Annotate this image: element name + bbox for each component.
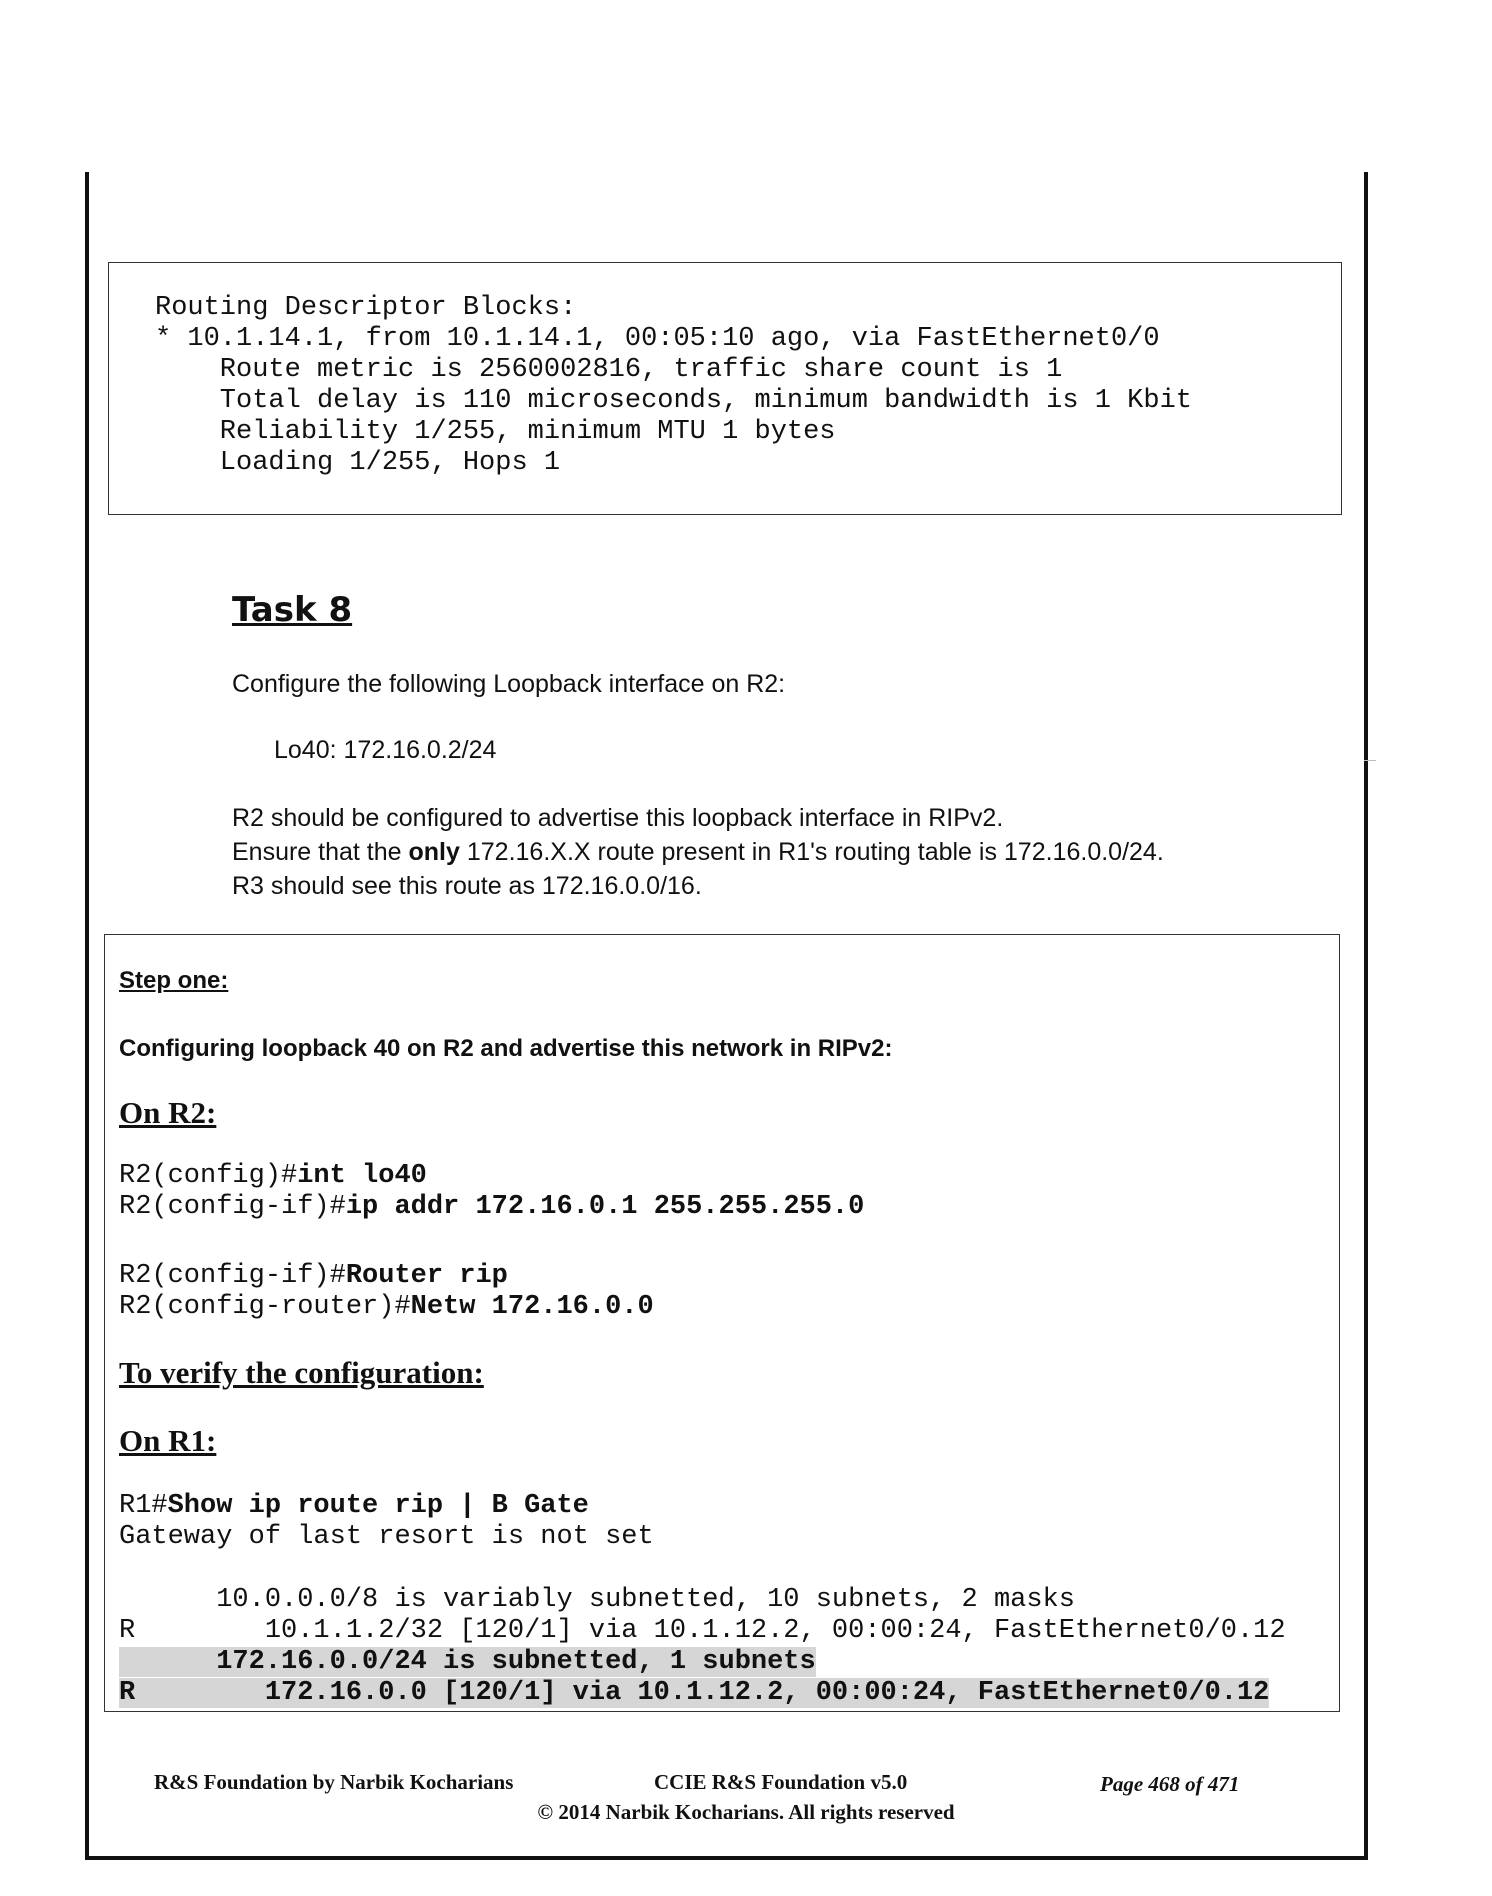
task-instruction: Configure the following Loopback interface on R2: [232, 670, 786, 698]
route-table-output [119, 1585, 1286, 1709]
task-requirement-only-route [232, 838, 1164, 867]
cli-command: Show ip route rip | B Gate [167, 1491, 589, 1521]
output-line: * 10.1.14.1, from 10.1.14.1, 00:05:10 ago, via FastEthernet0/0 [155, 324, 1160, 354]
route-line-highlighted [119, 1647, 1286, 1678]
output-line: Total delay is 110 microseconds, minimum bandwidth is 1 Kbit [155, 386, 1192, 416]
r2-rip-commands [119, 1261, 654, 1323]
cli-prompt: R2(config-if)# [119, 1261, 346, 1291]
requirement-text: Ensure that the [232, 838, 409, 866]
task-requirement-advertise: R2 should be configured to advertise this loopback interface in RIPv2. [232, 804, 1004, 832]
requirement-text: 172.16.X.X route present in R1's routing table is 172.16.0.0/24. [459, 838, 1164, 866]
cli-command: Router rip [345, 1261, 508, 1291]
heading-on-r1: On R1: [119, 1423, 217, 1458]
solution-box [104, 934, 1340, 1712]
r2-config-commands [119, 1161, 864, 1223]
command-line [119, 1261, 654, 1292]
highlighted-route-text: 172.16.0.0/24 is subnetted, 1 subnets [119, 1647, 816, 1677]
command-line [119, 1192, 864, 1223]
margin-tick [1364, 760, 1376, 761]
loopback-spec: Lo40: 172.16.0.2/24 [274, 736, 497, 764]
footer-copyright: © 2014 Narbik Kocharians. All rights reserved [537, 1800, 955, 1824]
route-line-highlighted [119, 1678, 1286, 1709]
highlighted-route-text: R 172.16.0.0 [120/1] via 10.1.12.2, 00:00:24, FastEthernet0/0.12 [119, 1678, 1270, 1708]
footer-author: R&S Foundation by Narbik Kocharians [154, 1770, 514, 1794]
route-line: 10.0.0.0/8 is variably subnetted, 10 subnets, 2 masks [119, 1585, 1075, 1615]
route-line: R 10.1.1.2/32 [120/1] via 10.1.12.2, 00:00:24, FastEthernet0/0.12 [119, 1616, 1286, 1646]
heading-on-r2: On R2: [119, 1095, 217, 1130]
task-title: Task 8 [232, 590, 353, 630]
step-description: Configuring loopback 40 on R2 and advertise this network in RIPv2: [119, 1035, 893, 1062]
r1-show-command [119, 1491, 654, 1553]
cli-prompt: R2(config-if)# [119, 1192, 346, 1222]
cli-command: int lo40 [297, 1161, 427, 1191]
output-line: Route metric is 2560002816, traffic share count is 1 [155, 355, 1063, 385]
page-border-right [1364, 172, 1368, 1860]
command-line [119, 1491, 654, 1522]
heading-verify: To verify the configuration: [119, 1355, 484, 1390]
footer-page-number: Page 468 of 471 [1100, 1772, 1240, 1796]
cli-prompt: R2(config)# [119, 1161, 298, 1191]
output-line: Gateway of last resort is not set [119, 1522, 654, 1552]
command-line [119, 1161, 864, 1192]
cli-command: ip addr 172.16.0.1 255.255.255.0 [345, 1192, 865, 1222]
cli-prompt: R1# [119, 1491, 168, 1521]
page-border-bottom [85, 1856, 1368, 1860]
output-line: Loading 1/255, Hops 1 [155, 448, 561, 478]
page-border-left [85, 172, 89, 1860]
task-requirement-r3: R3 should see this route as 172.16.0.0/16. [232, 872, 702, 900]
cli-command: Netw 172.16.0.0 [410, 1292, 654, 1322]
footer-course: CCIE R&S Foundation v5.0 [654, 1770, 908, 1794]
requirement-emphasis: only [408, 838, 460, 866]
output-box-routing-descriptor [108, 262, 1342, 515]
step-title: Step one: [119, 967, 229, 994]
cli-prompt: R2(config-router)# [119, 1292, 411, 1322]
routing-descriptor-output [155, 293, 1192, 479]
output-line: Routing Descriptor Blocks: [155, 293, 577, 323]
command-line [119, 1292, 654, 1323]
output-line: Reliability 1/255, minimum MTU 1 bytes [155, 417, 836, 447]
